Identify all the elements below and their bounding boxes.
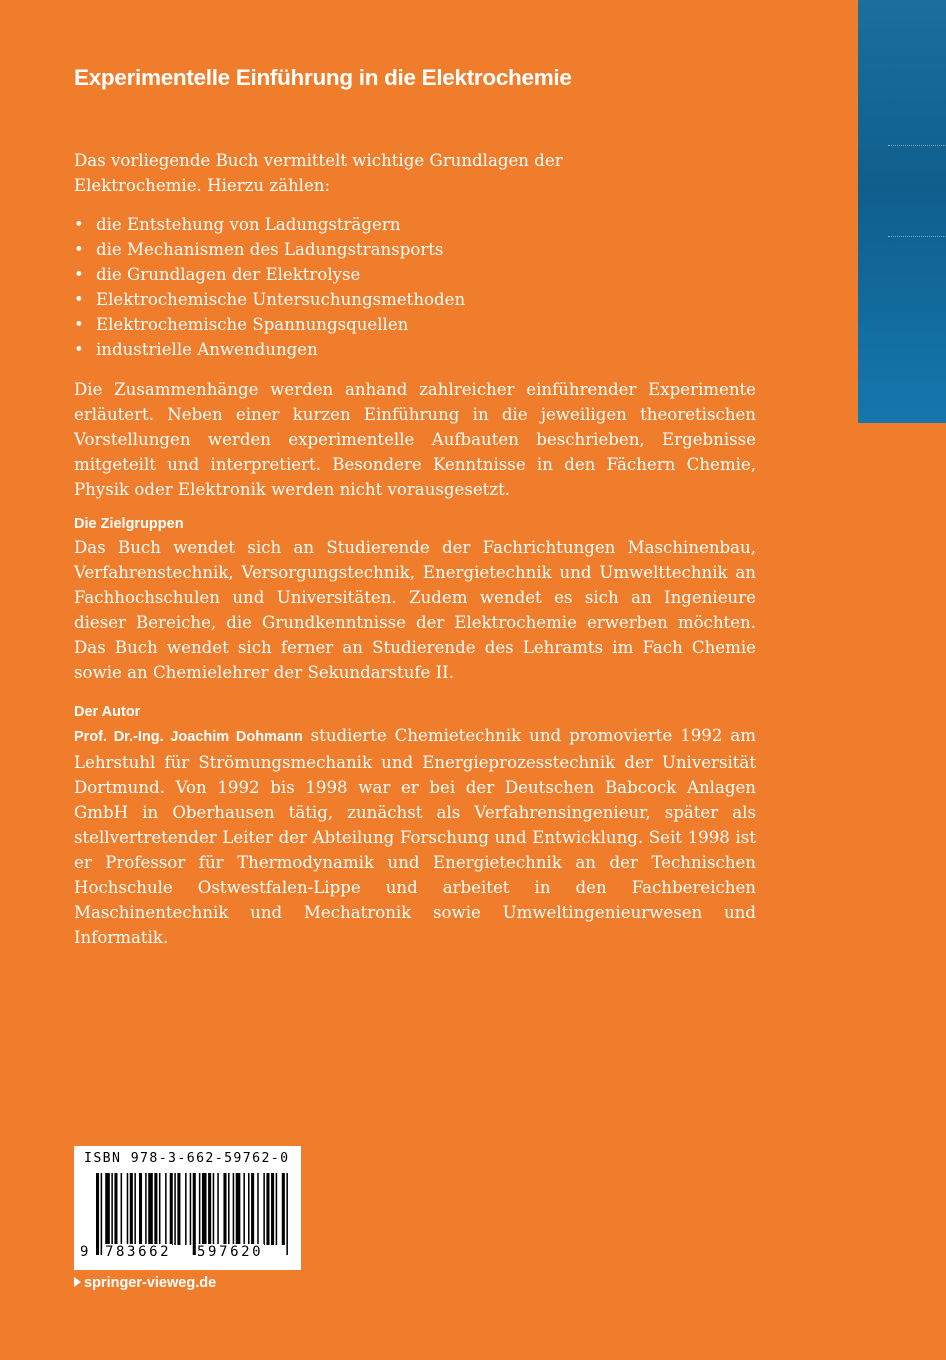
barcode-bar bbox=[148, 1173, 153, 1245]
barcode-bar bbox=[251, 1173, 254, 1245]
description-paragraph: Die Zusammenhänge werden anhand zahlreicher einführender Experimente erläutert. Neben einer kurzen Einführung in die jeweiligen theoretischen Vorstellungen werden experimentelle Aufbauten beschrieben, Ergebnisse mitgeteilt und interpretiert. Besondere Kenntnisse in den Fächern Chemie, Physik oder Elektronik werden nicht vorausgesetzt. bbox=[74, 380, 756, 499]
back-cover-text bbox=[74, 64, 756, 950]
barcode-bar bbox=[286, 1173, 288, 1255]
barcode-bar bbox=[170, 1173, 173, 1245]
bullet-icon: • bbox=[74, 340, 84, 359]
bullet-icon: • bbox=[74, 265, 84, 284]
intro-paragraph: Das vorliegende Buch vermittelt wichtige Grundlagen der Elektrochemie. Hierzu zählen: bbox=[74, 151, 563, 195]
list-item: • die Grundlagen der Elektrolyse bbox=[74, 262, 756, 287]
barcode-bar bbox=[263, 1173, 265, 1245]
barcode-bar bbox=[223, 1173, 226, 1245]
barcode-bar bbox=[282, 1173, 285, 1245]
barcode-bar bbox=[213, 1173, 215, 1245]
barcode-bar bbox=[202, 1173, 207, 1245]
list-item: • die Mechanismen des Ladungstransports bbox=[74, 237, 756, 262]
barcode-digit-first: 9 bbox=[80, 1244, 89, 1260]
barcode-bar bbox=[96, 1173, 99, 1255]
list-item: • industrielle Anwendungen bbox=[74, 337, 756, 362]
barcode-bar bbox=[134, 1173, 136, 1245]
blue-accent-bar bbox=[858, 0, 946, 423]
bullet-icon: • bbox=[74, 315, 84, 334]
isbn-label: ISBN 978-3-662-59762-0 bbox=[84, 1151, 290, 1166]
list-item: • die Entstehung von Ladungsträgern bbox=[74, 212, 756, 237]
barcode-bar bbox=[257, 1173, 259, 1245]
author-name: Prof. Dr.-Ing. Joachim Dohmann bbox=[74, 729, 303, 745]
author-heading: Der Autor bbox=[74, 704, 141, 720]
barcode-bars bbox=[96, 1173, 291, 1255]
dotted-line bbox=[888, 145, 946, 146]
list-item: • Elektrochemische Untersuchungsmethoden bbox=[74, 287, 756, 312]
barcode-bar bbox=[105, 1173, 110, 1245]
barcode-bar bbox=[121, 1173, 123, 1245]
barcode-bar bbox=[243, 1173, 245, 1245]
barcode-bar bbox=[199, 1173, 201, 1245]
barcode-bar bbox=[271, 1173, 274, 1245]
barcode-bar bbox=[276, 1173, 278, 1245]
barcode-bar bbox=[233, 1173, 235, 1245]
bullet-icon: • bbox=[74, 215, 84, 234]
barcode-bar bbox=[228, 1173, 230, 1245]
dotted-line bbox=[888, 236, 946, 237]
topic-list bbox=[74, 212, 756, 362]
barcode-bar bbox=[177, 1173, 180, 1245]
list-item: • Elektrochemische Spannungsquellen bbox=[74, 312, 756, 337]
barcode-digit-group: 783662 bbox=[105, 1244, 172, 1260]
isbn-barcode bbox=[74, 1146, 301, 1270]
barcode-bar bbox=[165, 1173, 167, 1245]
barcode-bar bbox=[217, 1173, 219, 1245]
barcode-bar bbox=[185, 1173, 187, 1245]
bullet-icon: • bbox=[74, 290, 84, 309]
barcode-bar bbox=[130, 1173, 133, 1245]
barcode-bar bbox=[190, 1173, 192, 1245]
barcode-bar bbox=[159, 1173, 161, 1245]
arrow-right-icon bbox=[74, 1277, 81, 1287]
barcode-bar bbox=[248, 1173, 250, 1245]
barcode-bar bbox=[111, 1173, 113, 1245]
barcode-bar bbox=[266, 1173, 269, 1245]
barcode-bar bbox=[114, 1173, 117, 1245]
bullet-icon: • bbox=[74, 240, 84, 259]
barcode-bar bbox=[208, 1173, 211, 1245]
target-group-paragraph: Das Buch wendet sich an Studierende der Fachrichtungen Maschinenbau, Verfahrenstechnik, Versorgungstechnik, Energietechnik und Umwelttechnik an Fachhochschulen und Universitäten. Zudem wendet es sich an Ingenieure dieser Bereiche, die Grundkenntnisse der Elektrochemie erwerben möchten. Das Buch wendet sich ferner an Studierende des Lehramts im Fach Chemie sowie an Chemielehrer der Sekundarstufe II. bbox=[74, 538, 756, 682]
barcode-bar bbox=[139, 1173, 142, 1245]
barcode-bar bbox=[193, 1173, 196, 1255]
target-group-heading: Die Zielgruppen bbox=[74, 516, 184, 532]
barcode-bar bbox=[101, 1173, 103, 1255]
author-paragraph bbox=[74, 723, 756, 950]
barcode-digit-group: 597620 bbox=[197, 1244, 264, 1260]
publisher-link[interactable] bbox=[74, 1275, 216, 1291]
barcode-bar bbox=[174, 1173, 176, 1245]
barcode-bar bbox=[127, 1173, 129, 1245]
barcode-bar bbox=[154, 1173, 157, 1245]
publisher-url: springer-vieweg.de bbox=[84, 1275, 217, 1291]
barcode-bar bbox=[236, 1173, 241, 1245]
book-title: Experimentelle Einführung in die Elektrochemie bbox=[74, 65, 572, 90]
author-bio: studierte Chemietechnik und promovierte 1992 am Lehrstuhl für Strömungsmechanik und Energieprozesstechnik der Universität Dortmund. Von 1992 bis 1998 war er bei der Deutschen Babcock Anlagen GmbH in Oberhausen tätig, zunächst als Verfahrensingenieur, später als stellvertretender Leiter der Abteilung Forschung und Entwicklung. Seit 1998 ist er Professor für Thermodynamik und Energietechnik an der Technischen Hochschule Ostwestfalen-Lippe und arbeitet in den Fachbereichen Maschinentechnik und Mechatronik sowie Umweltingenieurwesen und Informatik. bbox=[74, 726, 756, 947]
barcode-bar bbox=[145, 1173, 147, 1245]
